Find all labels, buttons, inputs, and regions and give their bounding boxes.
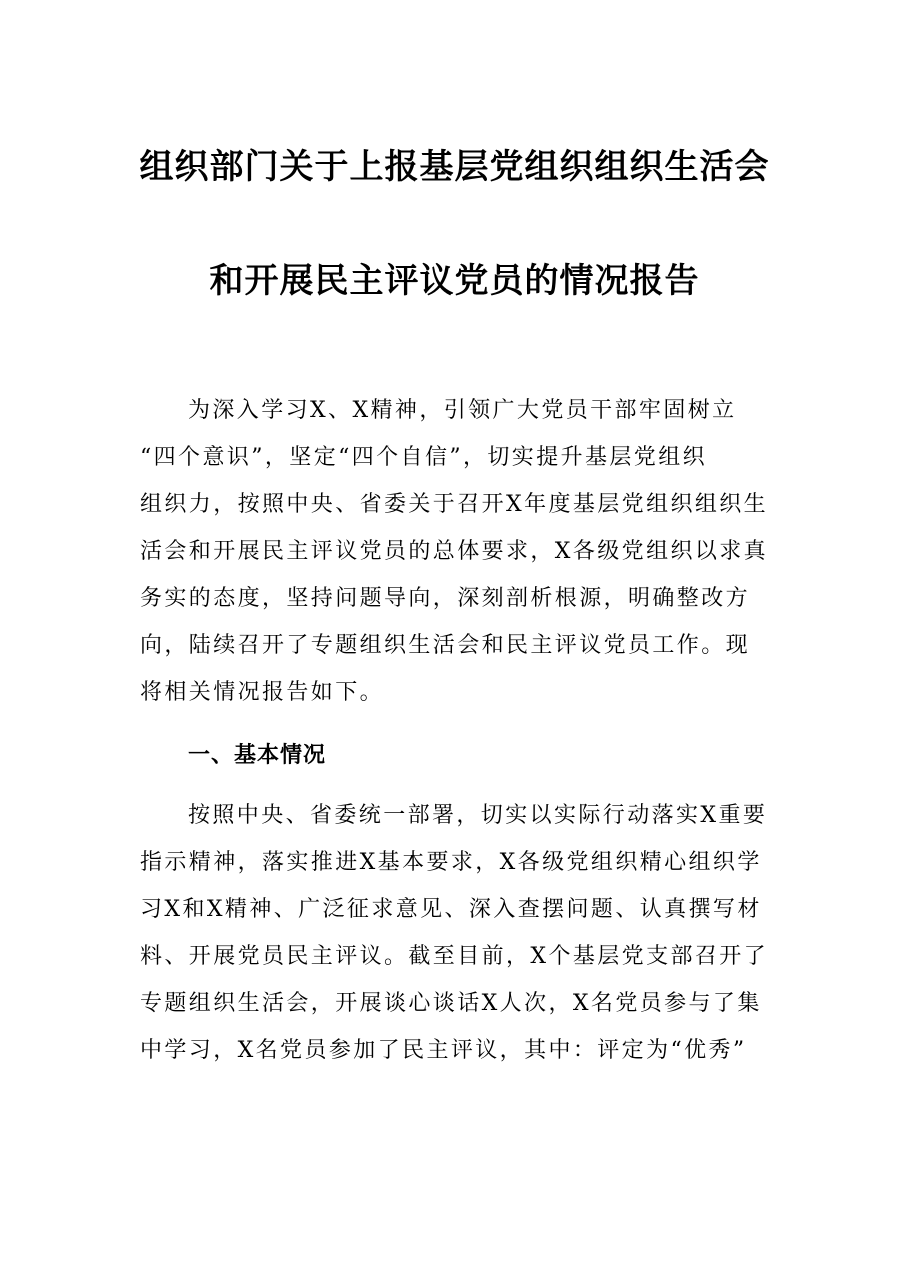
paragraph-line: 料、开展党员民主评议。截至目前，X个基层党支部召开了 [140,944,769,969]
paragraph-line: 务实的态度，坚持问题导向，深刻剖析根源，明确整改方 [140,586,751,611]
document-title-line-2: 和开展民主评议党员的情况报告 [209,261,700,301]
document-title-line-1: 组织部门关于上报基层党组织组织生活会 [139,147,770,187]
paragraph-line: 专题组织生活会，开展谈心谈话X人次，X名党员参与了集 [140,991,762,1016]
paragraph-line: 组织力，按照中央、省委关于召开X年度基层党组织组织生 [140,492,769,517]
paragraph-line: “四个意识”，坚定“四个自信”，切实提升基层党组织 [140,445,707,470]
paragraph-line: 活会和开展民主评议党员的总体要求，X各级党组织以求真 [140,539,769,564]
section-heading: 一、基本情况 [188,743,327,768]
paragraph-line: 中学习，X名党员参加了民主评议，其中：评定为“优秀” [140,1038,747,1063]
paragraph-line: 向，陆续召开了专题组织生活会和民主评议党员工作。现 [140,633,751,658]
paragraph-line: 按照中央、省委统一部署，切实以实际行动落实X重要 [188,803,768,828]
paragraph-line: 习X和X精神、广泛征求意见、深入查摆问题、认真撰写材 [140,897,762,922]
paragraph-line: 将相关情况报告如下。 [140,680,385,705]
paragraph-line: 为深入学习X、X精神，引领广大党员干部牢固树立 [188,398,737,423]
paragraph-line: 指示精神，落实推进X基本要求，X各级党组织精心组织学 [140,850,762,875]
